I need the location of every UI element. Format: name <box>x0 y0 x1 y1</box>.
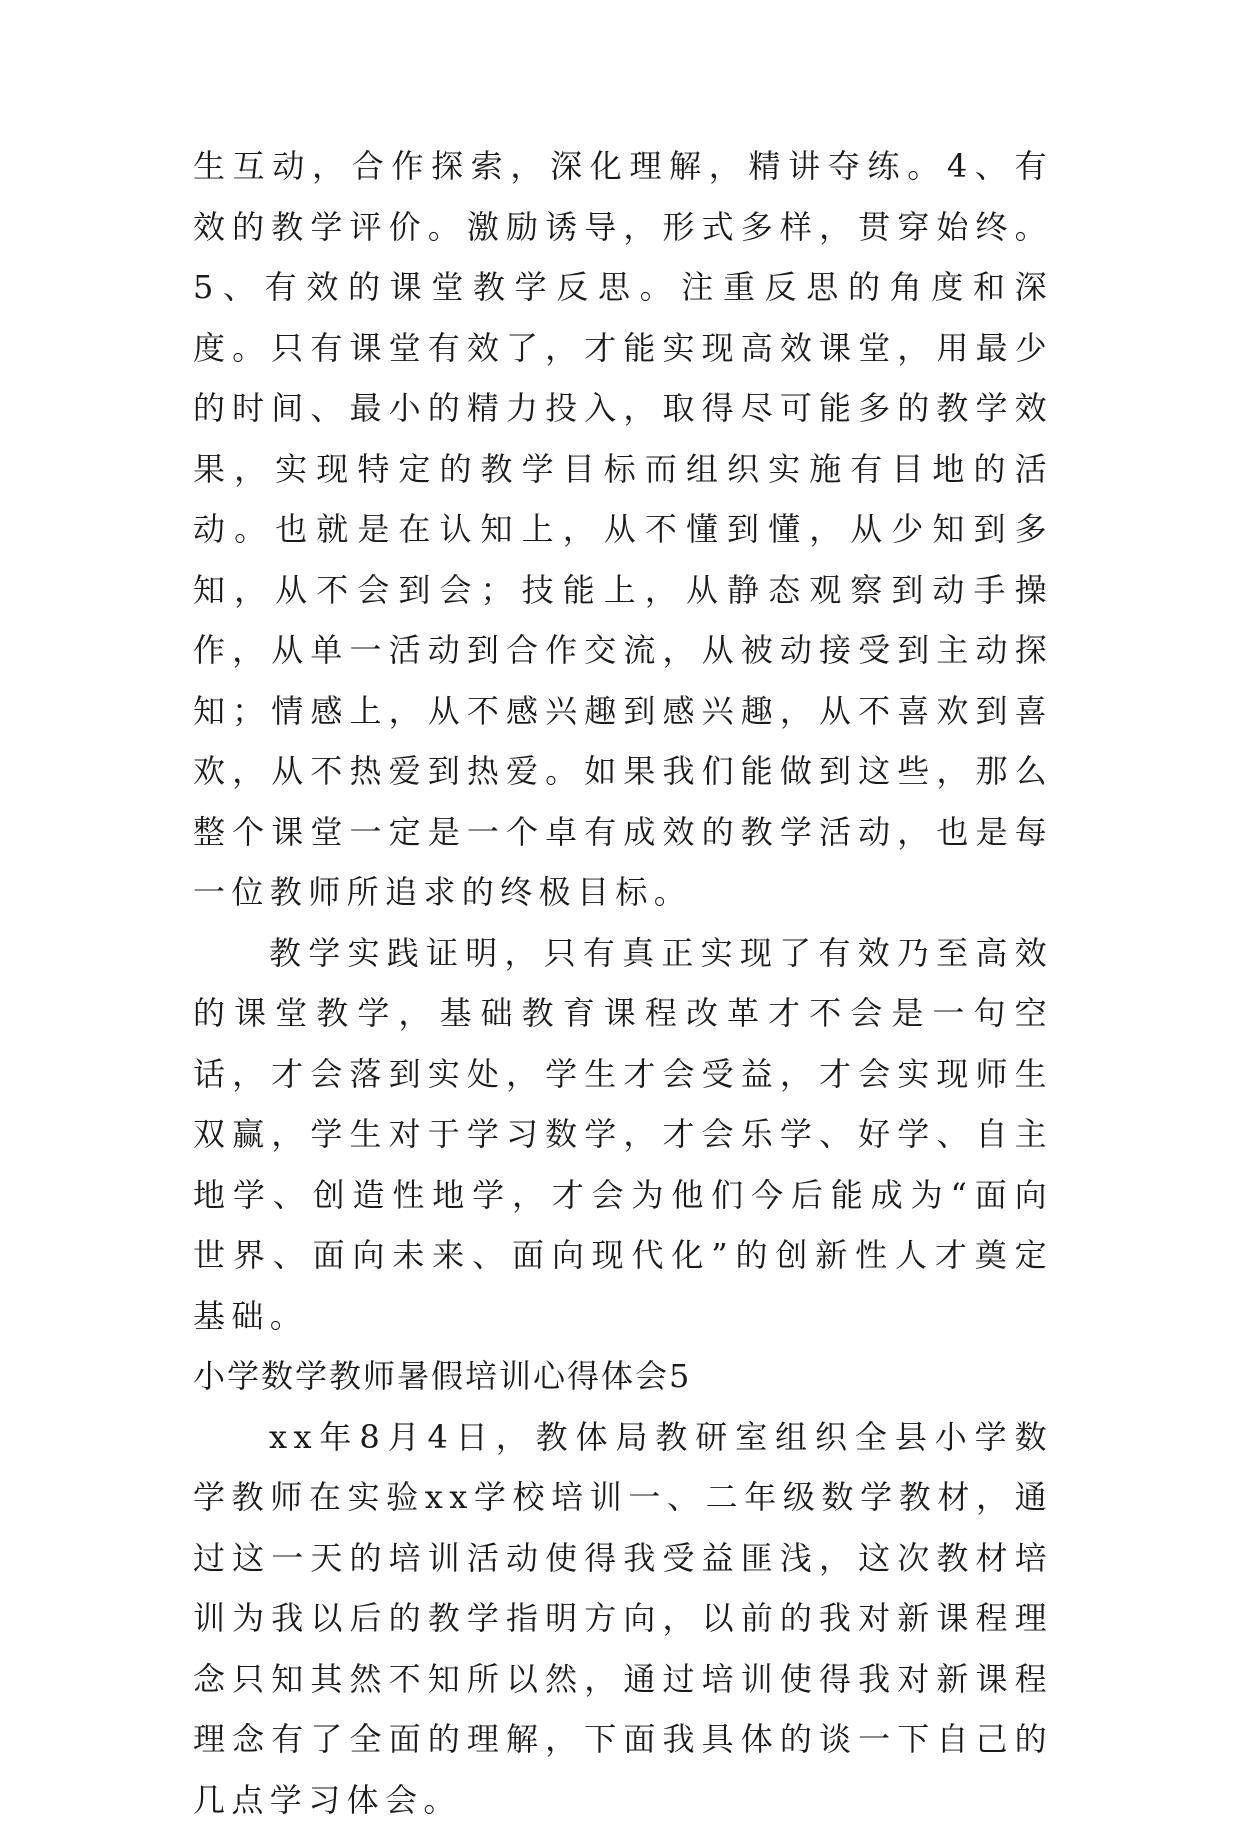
paragraph-2: 教学实践证明，只有真正实现了有效乃至高效的课堂教学，基础教育课程改革才不会是一句空话，才会落到实处，学生才会受益，才会实现师生双赢，学生对于学习数学，才会乐学、好学、自主地学、创造性地学，才会为他们今后能成为“面向世界、面向未来、面向现代化”的创新性人才奠定基础。 <box>193 923 1053 1347</box>
section-heading: 小学数学教师暑假培训心得体会5 <box>193 1346 1053 1407</box>
document-body <box>193 136 1053 1830</box>
paragraph-1: 生互动，合作探索，深化理解，精讲夺练。4、有效的教学评价。激励诱导，形式多样，贯穿始终。5、有效的课堂教学反思。注重反思的角度和深度。只有课堂有效了，才能实现高效课堂，用最少的时间、最小的精力投入，取得尽可能多的教学效果，实现特定的教学目标而组织实施有目地的活动。也就是在认知上，从不懂到懂，从少知到多知，从不会到会；技能上，从静态观察到动手操作，从单一活动到合作交流，从被动接受到主动探知；情感上，从不感兴趣到感兴趣，从不喜欢到喜欢，从不热爱到热爱。如果我们能做到这些，那么整个课堂一定是一个卓有成效的教学活动，也是每一位教师所追求的终极目标。 <box>193 136 1053 923</box>
paragraph-3: xx年8月4日，教体局教研室组织全县小学数学教师在实验xx学校培训一、二年级数学教材，通过这一天的培训活动使得我受益匪浅，这次教材培训为我以后的教学指明方向，以前的我对新课程理念只知其然不知所以然，通过培训使得我对新课程理念有了全面的理解，下面我具体的谈一下自己的几点学习体会。 <box>193 1407 1053 1830</box>
